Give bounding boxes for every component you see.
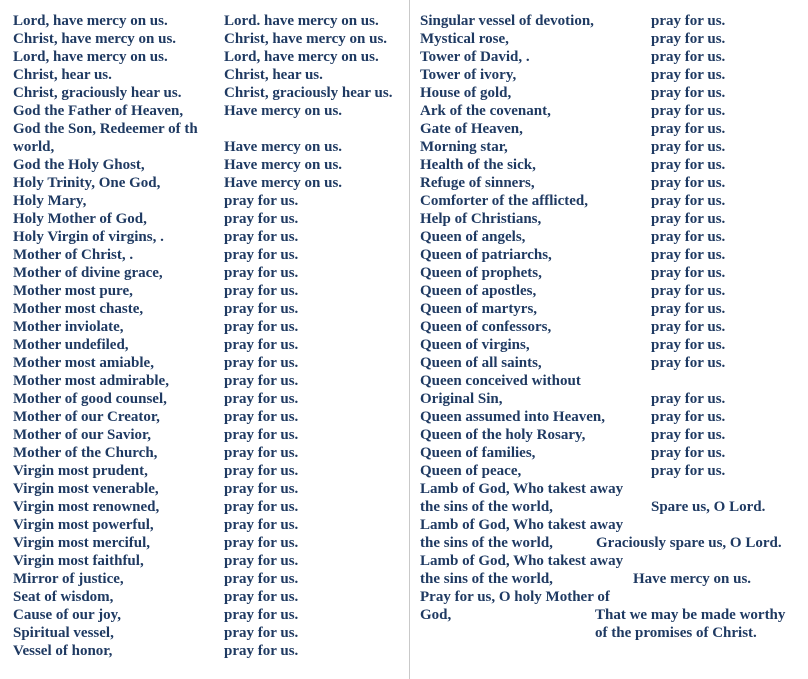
litany-row: [420, 300, 806, 318]
response-text: Christ, graciously hear us.: [224, 85, 393, 101]
response-text: pray for us.: [224, 211, 299, 227]
invocation-text: Virgin most prudent,: [13, 463, 148, 479]
litany-row: [13, 84, 408, 102]
litany-row: [420, 48, 806, 66]
litany-row: [420, 480, 806, 498]
litany-row: [13, 12, 408, 30]
response-text: pray for us.: [651, 67, 726, 83]
invocation-text: Holy Mary,: [13, 193, 87, 209]
litany-row: [420, 246, 806, 264]
invocation-text: Mystical rose,: [420, 31, 509, 47]
invocation-text: Queen of the holy Rosary,: [420, 427, 586, 443]
invocation-text: Help of Christians,: [420, 211, 542, 227]
litany-row: [420, 102, 806, 120]
invocation-text: Queen of families,: [420, 445, 536, 461]
response-text: pray for us.: [651, 427, 726, 443]
response-text: pray for us.: [224, 373, 299, 389]
invocation-text: Virgin most merciful,: [13, 535, 151, 551]
response-text: pray for us.: [651, 85, 726, 101]
response-text: pray for us.: [651, 13, 726, 29]
invocation-text: world,: [13, 139, 55, 155]
response-text: pray for us.: [224, 589, 299, 605]
litany-row: [13, 66, 408, 84]
litany-row: [420, 66, 806, 84]
invocation-text: Virgin most renowned,: [13, 499, 160, 515]
response-text: pray for us.: [651, 301, 726, 317]
invocation-text: the sins of the world,: [420, 499, 553, 515]
litany-row: [13, 102, 408, 120]
response-text: of the promises of Christ.: [595, 625, 757, 641]
response-text: pray for us.: [651, 193, 726, 209]
invocation-text: Lamb of God, Who takest away: [420, 517, 624, 533]
invocation-text: Mother of our Creator,: [13, 409, 160, 425]
litany-row: [13, 426, 408, 444]
litany-row: [420, 30, 806, 48]
litany-row: [13, 390, 408, 408]
response-text: pray for us.: [224, 265, 299, 281]
invocation-text: Mother most amiable,: [13, 355, 154, 371]
response-text: pray for us.: [224, 643, 299, 659]
litany-row: [420, 624, 806, 642]
response-text: pray for us.: [224, 571, 299, 587]
litany-row: [420, 588, 806, 606]
litany-row: [13, 444, 408, 462]
invocation-text: Mother of our Savior,: [13, 427, 152, 443]
litany-row: [13, 120, 408, 138]
litany-row: [420, 534, 806, 552]
invocation-text: God,: [420, 607, 452, 623]
litany-row: [13, 336, 408, 354]
response-text: Have mercy on us.: [224, 175, 343, 191]
invocation-text: Virgin most faithful,: [13, 553, 144, 569]
litany-row: [420, 606, 806, 624]
litany-row: [420, 408, 806, 426]
litany-row: [13, 372, 408, 390]
litany-row: [420, 156, 806, 174]
invocation-text: Morning star,: [420, 139, 508, 155]
response-text: pray for us.: [651, 103, 726, 119]
litany-row: [13, 282, 408, 300]
litany-row: [13, 318, 408, 336]
litany-row: [13, 210, 408, 228]
litany-row: [13, 642, 408, 660]
invocation-text: Queen of apostles,: [420, 283, 537, 299]
invocation-text: Mother most chaste,: [13, 301, 144, 317]
invocation-text: Spiritual vessel,: [13, 625, 114, 641]
invocation-text: the sins of the world,: [420, 571, 553, 587]
response-text: pray for us.: [651, 445, 726, 461]
litany-row: [13, 48, 408, 66]
litany-row: [13, 300, 408, 318]
litany-row: [420, 552, 806, 570]
invocation-text: Seat of wisdom,: [13, 589, 114, 605]
litany-row: [420, 12, 806, 30]
invocation-text: Health of the sick,: [420, 157, 536, 173]
response-text: Lord. have mercy on us.: [224, 13, 379, 29]
invocation-text: Original Sin,: [420, 391, 503, 407]
response-text: pray for us.: [651, 283, 726, 299]
litany-row: [13, 408, 408, 426]
invocation-text: the sins of the world,: [420, 535, 553, 551]
litany-row: [420, 264, 806, 282]
invocation-text: Pray for us, O holy Mother of: [420, 589, 610, 605]
invocation-text: Queen of confessors,: [420, 319, 552, 335]
litany-row: [420, 390, 806, 408]
response-text: pray for us.: [651, 49, 726, 65]
invocation-text: Christ, graciously hear us.: [13, 85, 182, 101]
response-text: pray for us.: [651, 211, 726, 227]
litany-row: [420, 570, 806, 588]
litany-row: [420, 174, 806, 192]
invocation-text: God the Holy Ghost,: [13, 157, 145, 173]
invocation-text: Queen of virgins,: [420, 337, 530, 353]
response-text: pray for us.: [224, 535, 299, 551]
invocation-text: House of gold,: [420, 85, 512, 101]
invocation-text: Mother of Christ, .: [13, 247, 134, 263]
invocation-text: Queen of all saints,: [420, 355, 542, 371]
invocation-text: Lamb of God, Who takest away: [420, 553, 624, 569]
response-text: pray for us.: [651, 265, 726, 281]
response-text: pray for us.: [224, 355, 299, 371]
invocation-text: Christ, have mercy on us.: [13, 31, 177, 47]
response-text: Christ, have mercy on us.: [224, 31, 388, 47]
invocation-text: Tower of ivory,: [420, 67, 517, 83]
invocation-text: Mother undefiled,: [13, 337, 129, 353]
response-text: Lord, have mercy on us.: [224, 49, 379, 65]
invocation-text: Lord, have mercy on us.: [13, 13, 168, 29]
litany-row: [420, 138, 806, 156]
litany-row: [13, 606, 408, 624]
response-text: pray for us.: [651, 157, 726, 173]
litany-row: [420, 84, 806, 102]
invocation-text: Queen of martyrs,: [420, 301, 538, 317]
response-text: Have mercy on us.: [224, 157, 343, 173]
litany-row: [420, 282, 806, 300]
response-text: pray for us.: [224, 625, 299, 641]
invocation-text: Christ, hear us.: [13, 67, 112, 83]
invocation-text: Singular vessel of devotion,: [420, 13, 594, 29]
column-divider: [409, 0, 410, 679]
invocation-text: Ark of the covenant,: [420, 103, 551, 119]
response-text: pray for us.: [224, 607, 299, 623]
response-text: pray for us.: [224, 247, 299, 263]
invocation-text: Mirror of justice,: [13, 571, 124, 587]
invocation-text: Lamb of God, Who takest away: [420, 481, 624, 497]
invocation-text: Holy Virgin of virgins, .: [13, 229, 164, 245]
response-text: pray for us.: [224, 229, 299, 245]
response-text: pray for us.: [224, 409, 299, 425]
litany-row: [13, 246, 408, 264]
litany-row: [13, 30, 408, 48]
response-text: Spare us, O Lord.: [651, 499, 766, 515]
response-text: Have mercy on us.: [633, 571, 752, 587]
litany-row: [420, 228, 806, 246]
response-text: pray for us.: [224, 283, 299, 299]
invocation-text: Mother inviolate,: [13, 319, 124, 335]
invocation-text: Queen of angels,: [420, 229, 526, 245]
litany-row: [13, 480, 408, 498]
response-text: pray for us.: [224, 445, 299, 461]
response-text: pray for us.: [224, 517, 299, 533]
litany-row: [13, 624, 408, 642]
response-text: pray for us.: [651, 319, 726, 335]
litany-row: [13, 498, 408, 516]
litany-row: [13, 534, 408, 552]
litany-row: [420, 336, 806, 354]
response-text: pray for us.: [651, 175, 726, 191]
litany-row: [13, 192, 408, 210]
invocation-text: Queen of prophets,: [420, 265, 542, 281]
litany-row: [13, 516, 408, 534]
invocation-text: Mother of the Church,: [13, 445, 158, 461]
invocation-text: Lord, have mercy on us.: [13, 49, 168, 65]
invocation-text: Queen assumed into Heaven,: [420, 409, 606, 425]
litany-row: [420, 354, 806, 372]
invocation-text: Vessel of honor,: [13, 643, 113, 659]
litany-row: [13, 264, 408, 282]
response-text: pray for us.: [651, 247, 726, 263]
litany-row: [420, 498, 806, 516]
litany-row: [420, 462, 806, 480]
litany-row: [13, 354, 408, 372]
litany-row: [13, 138, 408, 156]
litany-row: [420, 120, 806, 138]
response-text: That we may be made worthy: [595, 607, 786, 623]
litany-row: [420, 210, 806, 228]
response-text: pray for us.: [224, 337, 299, 353]
invocation-text: Virgin most powerful,: [13, 517, 154, 533]
response-text: pray for us.: [651, 337, 726, 353]
invocation-text: Holy Mother of God,: [13, 211, 147, 227]
response-text: pray for us.: [651, 391, 726, 407]
invocation-text: Queen conceived without: [420, 373, 581, 389]
invocation-text: Virgin most venerable,: [13, 481, 159, 497]
litany-row: [420, 192, 806, 210]
response-text: pray for us.: [224, 319, 299, 335]
litany-row: [13, 228, 408, 246]
litany-row: [13, 552, 408, 570]
invocation-text: God the Son, Redeemer of th: [13, 121, 198, 137]
litany-row: [13, 570, 408, 588]
response-text: pray for us.: [224, 481, 299, 497]
response-text: pray for us.: [651, 409, 726, 425]
response-text: pray for us.: [224, 301, 299, 317]
invocation-text: Mother most pure,: [13, 283, 133, 299]
litany-row: [13, 174, 408, 192]
response-text: Have mercy on us.: [224, 139, 343, 155]
litany-row: [13, 462, 408, 480]
response-text: pray for us.: [224, 463, 299, 479]
response-text: pray for us.: [651, 463, 726, 479]
right-column: [420, 12, 806, 642]
response-text: pray for us.: [651, 139, 726, 155]
litany-row: [420, 444, 806, 462]
invocation-text: Queen of peace,: [420, 463, 522, 479]
response-text: pray for us.: [651, 31, 726, 47]
response-text: pray for us.: [651, 355, 726, 371]
invocation-text: Comforter of the afflicted,: [420, 193, 588, 209]
response-text: Have mercy on us.: [224, 103, 343, 119]
litany-row: [13, 588, 408, 606]
invocation-text: Tower of David, .: [420, 49, 530, 65]
response-text: pray for us.: [224, 553, 299, 569]
litany-row: [420, 426, 806, 444]
invocation-text: Mother of divine grace,: [13, 265, 163, 281]
response-text: pray for us.: [224, 193, 299, 209]
litany-row: [13, 156, 408, 174]
response-text: pray for us.: [651, 121, 726, 137]
invocation-text: Cause of our joy,: [13, 607, 122, 623]
response-text: pray for us.: [224, 391, 299, 407]
response-text: pray for us.: [224, 499, 299, 515]
left-column: [13, 12, 408, 660]
invocation-text: Queen of patriarchs,: [420, 247, 552, 263]
invocation-text: Gate of Heaven,: [420, 121, 523, 137]
litany-row: [420, 318, 806, 336]
invocation-text: Refuge of sinners,: [420, 175, 535, 191]
response-text: Christ, hear us.: [224, 67, 323, 83]
response-text: pray for us.: [224, 427, 299, 443]
invocation-text: Holy Trinity, One God,: [13, 175, 161, 191]
invocation-text: Mother most admirable,: [13, 373, 169, 389]
response-text: Graciously spare us, O Lord.: [596, 535, 782, 551]
invocation-text: God the Father of Heaven,: [13, 103, 184, 119]
invocation-text: Mother of good counsel,: [13, 391, 167, 407]
litany-row: [420, 372, 806, 390]
response-text: pray for us.: [651, 229, 726, 245]
litany-row: [420, 516, 806, 534]
